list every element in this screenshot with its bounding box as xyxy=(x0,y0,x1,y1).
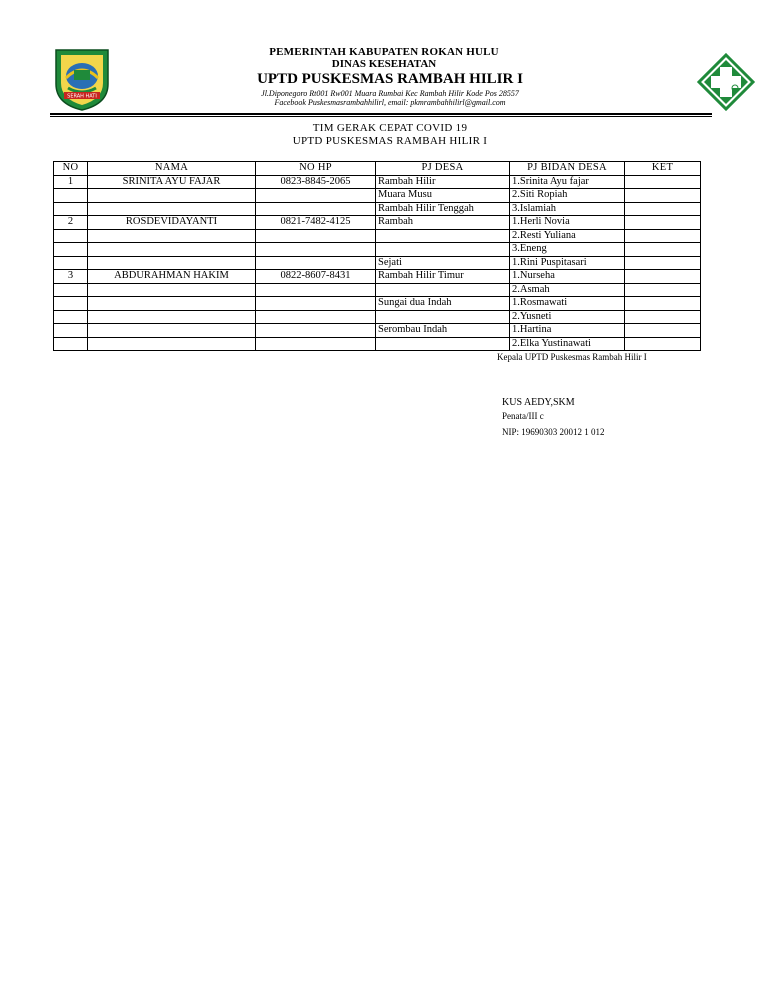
signature-role: Kepala UPTD Puskesmas Rambah Hilir I xyxy=(497,352,647,362)
cell-desa: Sejati xyxy=(376,256,510,270)
cell-nama xyxy=(88,297,256,311)
letterhead-rule-thin xyxy=(50,116,712,117)
cell-bidan: 2.Asmah xyxy=(510,283,625,297)
cell-ket xyxy=(625,229,701,243)
table-row xyxy=(54,270,701,284)
signature-rank: Penata/III c xyxy=(502,411,544,421)
table-row xyxy=(54,202,701,216)
cell-hp xyxy=(256,243,376,257)
cell-ket xyxy=(625,283,701,297)
cell-hp: 0823-8845-2065 xyxy=(256,175,376,189)
cell-bidan: 1.Rosmawati xyxy=(510,297,625,311)
cell-hp xyxy=(256,337,376,351)
col-header-no: NO xyxy=(54,162,88,176)
letterhead-institution: UPTD PUSKESMAS RAMBAH HILIR I xyxy=(257,71,523,87)
cell-ket xyxy=(625,243,701,257)
table-row xyxy=(54,243,701,257)
table-body xyxy=(54,175,701,351)
cell-desa xyxy=(376,243,510,257)
table-row xyxy=(54,175,701,189)
col-header-nama: NAMA xyxy=(88,162,256,176)
cell-nama: ROSDEVIDAYANTI xyxy=(88,216,256,230)
signature-nip: NIP: 19690303 20012 1 012 xyxy=(502,427,605,437)
cell-ket xyxy=(625,324,701,338)
cell-nama xyxy=(88,337,256,351)
cell-bidan: 1.Nurseha xyxy=(510,270,625,284)
cell-nama: ABDURAHMAN HAKIM xyxy=(88,270,256,284)
cell-desa: Serombau Indah xyxy=(376,324,510,338)
cell-no: 3 xyxy=(54,270,88,284)
cell-bidan: 1.Rini Puspitasari xyxy=(510,256,625,270)
cell-no xyxy=(54,256,88,270)
cell-hp xyxy=(256,229,376,243)
cell-ket xyxy=(625,216,701,230)
cell-desa: Rambah Hilir Timur xyxy=(376,270,510,284)
cell-hp xyxy=(256,256,376,270)
cell-ket xyxy=(625,175,701,189)
cell-ket xyxy=(625,297,701,311)
cell-desa xyxy=(376,337,510,351)
cell-hp xyxy=(256,324,376,338)
cell-ket xyxy=(625,270,701,284)
cell-nama xyxy=(88,202,256,216)
cell-bidan: 2.Resti Yuliana xyxy=(510,229,625,243)
cell-nama xyxy=(88,283,256,297)
team-table xyxy=(53,161,701,351)
letterhead-rule-thick xyxy=(50,113,712,115)
table-row xyxy=(54,337,701,351)
cell-bidan: 1.Srinita Ayu fajar xyxy=(510,175,625,189)
letterhead-government: PEMERINTAH KABUPATEN ROKAN HULU xyxy=(269,46,499,58)
cell-nama xyxy=(88,324,256,338)
cell-nama xyxy=(88,189,256,203)
cell-ket xyxy=(625,256,701,270)
table-row xyxy=(54,297,701,311)
cell-no xyxy=(54,243,88,257)
cell-no xyxy=(54,324,88,338)
document-subtitle: UPTD PUSKESMAS RAMBAH HILIR I xyxy=(292,135,488,147)
cell-bidan: 2.Elka Yustinawati xyxy=(510,337,625,351)
cell-bidan: 3.Eneng xyxy=(510,243,625,257)
cell-no xyxy=(54,189,88,203)
table-row xyxy=(54,283,701,297)
cell-bidan: 2.Yusneti xyxy=(510,310,625,324)
col-header-bidan: PJ BIDAN DESA xyxy=(510,162,625,176)
cell-desa xyxy=(376,310,510,324)
cell-desa: Sungai dua Indah xyxy=(376,297,510,311)
cell-bidan: 1.Herli Novia xyxy=(510,216,625,230)
table-row xyxy=(54,310,701,324)
cell-bidan: 3.Islamiah xyxy=(510,202,625,216)
cell-bidan: 1.Hartina xyxy=(510,324,625,338)
cell-desa xyxy=(376,229,510,243)
cell-hp xyxy=(256,283,376,297)
cell-nama xyxy=(88,229,256,243)
cell-nama xyxy=(88,310,256,324)
cell-bidan: 2.Siti Ropiah xyxy=(510,189,625,203)
cell-nama: SRINITA AYU FAJAR xyxy=(88,175,256,189)
cell-no xyxy=(54,310,88,324)
cell-ket xyxy=(625,202,701,216)
table-row xyxy=(54,229,701,243)
cell-hp xyxy=(256,189,376,203)
cell-no: 1 xyxy=(54,175,88,189)
signature-name: KUS AEDY,SKM xyxy=(502,397,575,408)
cell-no xyxy=(54,229,88,243)
cell-nama xyxy=(88,243,256,257)
cell-desa: Rambah Hilir xyxy=(376,175,510,189)
col-header-ket: KET xyxy=(625,162,701,176)
cell-ket xyxy=(625,310,701,324)
table-header-row xyxy=(54,162,701,176)
svg-text:SERAH HATI: SERAH HATI xyxy=(67,93,97,100)
cell-hp xyxy=(256,310,376,324)
table-row xyxy=(54,324,701,338)
col-header-hp: NO HP xyxy=(256,162,376,176)
cell-hp xyxy=(256,202,376,216)
cell-no xyxy=(54,337,88,351)
cell-ket xyxy=(625,189,701,203)
cell-ket xyxy=(625,337,701,351)
letterhead-office: DINAS KESEHATAN xyxy=(331,58,437,70)
col-header-desa: PJ DESA xyxy=(376,162,510,176)
letterhead-contact: Facebook Puskesmasrambahhilirl, email: pkmrambahhilirl@gmail.com xyxy=(274,98,506,107)
table-row xyxy=(54,216,701,230)
cell-desa xyxy=(376,283,510,297)
letterhead-address: Jl.Diponegoro Rt001 Rw001 Muara Rumbai Kec Rambah Hilir Kode Pos 28557 xyxy=(261,89,519,98)
cell-hp: 0821-7482-4125 xyxy=(256,216,376,230)
cell-no xyxy=(54,202,88,216)
cell-desa: Rambah xyxy=(376,216,510,230)
cell-no xyxy=(54,283,88,297)
cell-desa: Muara Musu xyxy=(376,189,510,203)
cell-no: 2 xyxy=(54,216,88,230)
cell-nama xyxy=(88,256,256,270)
document-title: TIM GERAK CEPAT COVID 19 xyxy=(312,122,468,134)
cell-hp: 0822-8607-8431 xyxy=(256,270,376,284)
cell-desa: Rambah Hilir Tenggah xyxy=(376,202,510,216)
table-row xyxy=(54,189,701,203)
cell-no xyxy=(54,297,88,311)
cell-hp xyxy=(256,297,376,311)
table-row xyxy=(54,256,701,270)
